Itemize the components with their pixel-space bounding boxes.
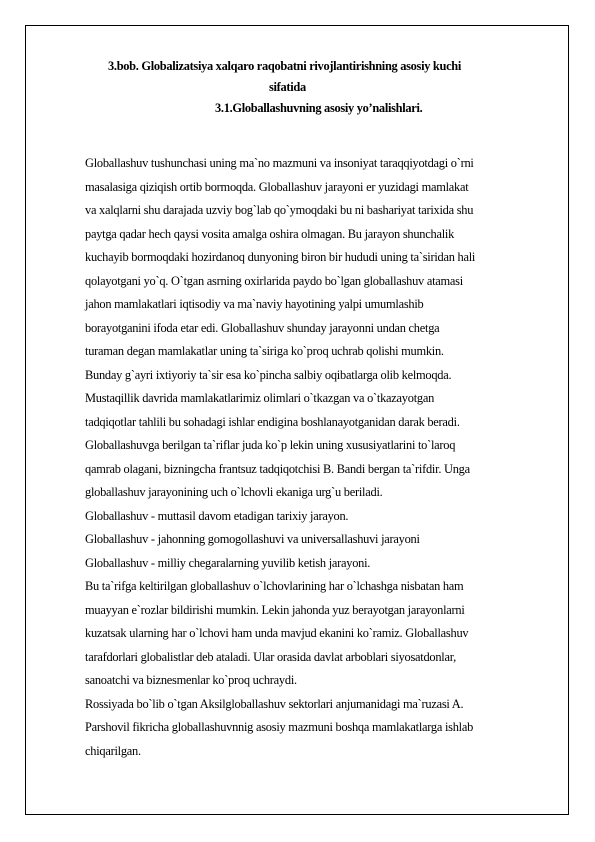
text-line: muayyan e`rozlar bildirishi mumkin. Lekin jahonda yuz berayotgan jarayonlarni: [85, 602, 465, 617]
text-line: Globallashuv - muttasil davom etadigan tarixiy jarayon.: [85, 508, 349, 523]
section-title: 3.1.Globallashuvning asosiy yo’nalishlari.: [215, 101, 423, 115]
text-line: qamrab olagani, bizningcha frantsuz tadqiqotchisi B. Bandi bergan ta`rifdir. Unga: [85, 461, 470, 476]
text-line: qolayotgani yo`q. O`tgan asrning oxirlarida paydo bo`lgan globallashuv atamasi: [85, 273, 463, 288]
text-line: tadqiqotlar tahlili bu sohadagi ishlar endigina boshlanayotganidan darak beradi.: [85, 414, 460, 429]
text-line: masalasiga qiziqish ortib bormoqda. Globallashuv jarayoni er yuzidagi mamlakat: [85, 179, 469, 194]
text-line: va xalqlarni shu darajada uzviy bog`lab qo`ymoqdaki bu ni bashariyat tarixida shu: [85, 203, 474, 217]
text-line: sanoatchi va biznesmenlar ko`proq uchraydi.: [85, 673, 297, 687]
chapter-title: 3.bob. Globalizatsiya xalqaro raqobatni rivojlantirishning asosiy kuchi: [108, 59, 462, 73]
text-line: Parshovil fikricha globallashuvnnig asosiy mazmuni boshqa mamlakatlarga ishlab: [85, 720, 474, 734]
text-line: Globallashuv tushunchasi uning ma`no mazmuni va insoniyat taraqqiyotdagi o`rni: [85, 156, 474, 170]
text-line: Bu ta`rifga keltirilgan globallashuv o`lchovlarining har o`lchashga nisbatan ham: [85, 579, 464, 593]
text-line: kuzatsak ularning har o`lchovi ham unda mavjud ekanini ko`ramiz. Globallashuv: [85, 626, 469, 640]
text-line: tarafdorlari globalistlar deb ataladi. Ular orasida davlat arboblari siyosatdonlar,: [85, 649, 456, 664]
text-line: Bunday g`ayri ixtiyoriy ta`sir esa ko`pincha salbiy oqibatlarga olib kelmoqda.: [85, 367, 452, 382]
text-line: jahon mamlakatlari iqtisodiy va ma`naviy hayotining yalpi umumlashib: [85, 297, 424, 311]
body-text: [85, 152, 550, 763]
text-line: globallashuv jarayonining uch o`lchovli ekaniga urg`u beriladi.: [85, 485, 383, 499]
text-line: Globallashuv - milliy chegaralarning yuvilib ketish jarayoni.: [85, 555, 371, 570]
text-line: Globallashuv - jahonning gomogollashuvi va universallashuvi jarayoni: [85, 532, 420, 546]
text-line: Rossiyada bo`lib o`tgan Aksilgloballashuv sektorlari anjumanidagi ma`ruzasi A.: [85, 696, 464, 711]
chapter-title-continuation: sifatida: [269, 80, 306, 94]
text-line: borayotganini ifoda etar edi. Globallashuv shunday jarayonni undan chetga: [85, 320, 440, 335]
text-line: Mustaqillik davrida mamlakatlarimiz olimlari o`tkazgan va o`tkazayotgan: [85, 391, 435, 405]
text-line: turaman degan mamlakatlar uning ta`siriga ko`proq uchrab qolishi mumkin.: [85, 344, 444, 358]
text-line: paytga qadar hech qaysi vosita amalga oshira olmagan. Bu jarayon shunchalik: [85, 226, 455, 241]
text-line: Globallashuvga berilgan ta`riflar juda ko`p lekin uning xususiyatlarini to`laroq: [85, 438, 456, 452]
text-line: kuchayib bormoqdaki hozirdanoq dunyoning biron bir hududi uning ta`siridan hali: [85, 250, 476, 264]
text-line: chiqarilgan.: [85, 743, 141, 758]
chapter-heading: [85, 56, 550, 119]
